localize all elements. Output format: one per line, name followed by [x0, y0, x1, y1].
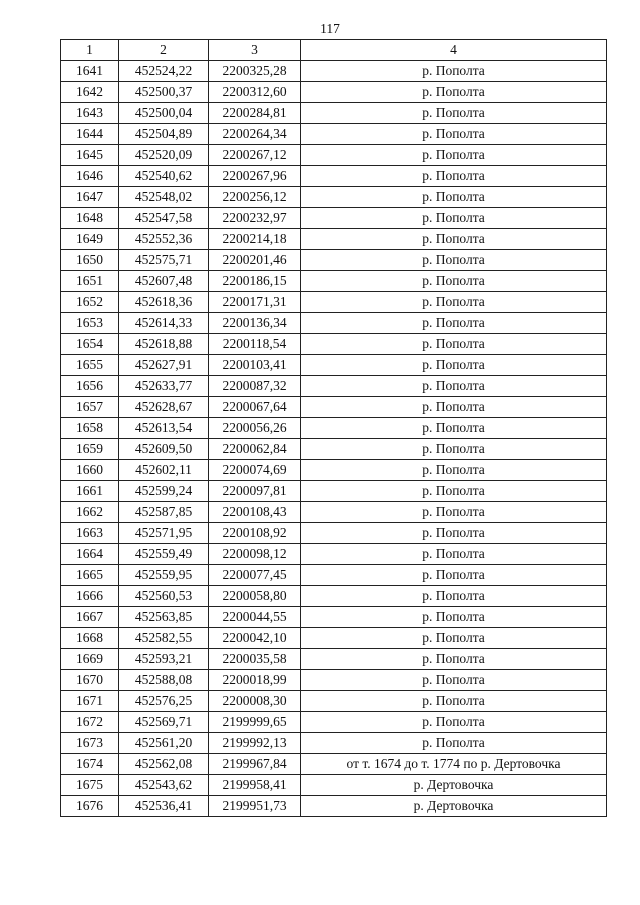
table-body	[61, 61, 607, 817]
y-coordinate-cell: 2200097,81	[209, 481, 301, 502]
point-number-cell: 1646	[61, 166, 119, 187]
point-number-cell: 1666	[61, 586, 119, 607]
x-coordinate-cell: 452587,85	[119, 502, 209, 523]
table-row	[61, 334, 607, 355]
table-row	[61, 670, 607, 691]
y-coordinate-cell: 2200042,10	[209, 628, 301, 649]
table-row	[61, 775, 607, 796]
point-number-cell: 1656	[61, 376, 119, 397]
y-coordinate-cell: 2200267,96	[209, 166, 301, 187]
table-row	[61, 82, 607, 103]
header-cell-3: 3	[209, 40, 301, 61]
description-cell: р. Пополта	[301, 166, 607, 187]
table-row	[61, 208, 607, 229]
description-cell: р. Пополта	[301, 418, 607, 439]
y-coordinate-cell: 2200201,46	[209, 250, 301, 271]
table-row	[61, 544, 607, 565]
description-cell: р. Пополта	[301, 271, 607, 292]
table-row	[61, 628, 607, 649]
x-coordinate-cell: 452599,24	[119, 481, 209, 502]
description-cell: р. Пополта	[301, 565, 607, 586]
point-number-cell: 1673	[61, 733, 119, 754]
x-coordinate-cell: 452614,33	[119, 313, 209, 334]
description-cell: р. Пополта	[301, 229, 607, 250]
description-cell: р. Пополта	[301, 397, 607, 418]
y-coordinate-cell: 2200284,81	[209, 103, 301, 124]
point-number-cell: 1662	[61, 502, 119, 523]
description-cell: р. Пополта	[301, 82, 607, 103]
description-cell: р. Пополта	[301, 145, 607, 166]
table-row	[61, 313, 607, 334]
description-cell: р. Пополта	[301, 376, 607, 397]
table-row	[61, 166, 607, 187]
x-coordinate-cell: 452524,22	[119, 61, 209, 82]
x-coordinate-cell: 452633,77	[119, 376, 209, 397]
table-row	[61, 460, 607, 481]
x-coordinate-cell: 452609,50	[119, 439, 209, 460]
description-cell: р. Дертовочка	[301, 796, 607, 817]
x-coordinate-cell: 452500,04	[119, 103, 209, 124]
description-cell: р. Пополта	[301, 544, 607, 565]
point-number-cell: 1650	[61, 250, 119, 271]
x-coordinate-cell: 452613,54	[119, 418, 209, 439]
point-number-cell: 1641	[61, 61, 119, 82]
x-coordinate-cell: 452582,55	[119, 628, 209, 649]
description-cell: р. Пополта	[301, 712, 607, 733]
point-number-cell: 1674	[61, 754, 119, 775]
y-coordinate-cell: 2200044,55	[209, 607, 301, 628]
y-coordinate-cell: 2200087,32	[209, 376, 301, 397]
table-row	[61, 355, 607, 376]
table-row	[61, 523, 607, 544]
x-coordinate-cell: 452562,08	[119, 754, 209, 775]
table-row	[61, 397, 607, 418]
description-cell: от т. 1674 до т. 1774 по р. Дертовочка	[301, 754, 607, 775]
description-cell: р. Пополта	[301, 439, 607, 460]
description-cell: р. Пополта	[301, 355, 607, 376]
header-cell-1: 1	[61, 40, 119, 61]
table-row	[61, 754, 607, 775]
description-cell: р. Пополта	[301, 586, 607, 607]
point-number-cell: 1655	[61, 355, 119, 376]
header-row	[61, 40, 607, 61]
table-row	[61, 502, 607, 523]
table-row	[61, 124, 607, 145]
point-number-cell: 1670	[61, 670, 119, 691]
y-coordinate-cell: 2200171,31	[209, 292, 301, 313]
y-coordinate-cell: 2200312,60	[209, 82, 301, 103]
y-coordinate-cell: 2200077,45	[209, 565, 301, 586]
point-number-cell: 1651	[61, 271, 119, 292]
point-number-cell: 1660	[61, 460, 119, 481]
x-coordinate-cell: 452563,85	[119, 607, 209, 628]
page-number: 117	[320, 21, 340, 36]
x-coordinate-cell: 452552,36	[119, 229, 209, 250]
y-coordinate-cell: 2200035,58	[209, 649, 301, 670]
y-coordinate-cell: 2200108,92	[209, 523, 301, 544]
description-cell: р. Пополта	[301, 523, 607, 544]
point-number-cell: 1668	[61, 628, 119, 649]
table-row	[61, 61, 607, 82]
y-coordinate-cell: 2200325,28	[209, 61, 301, 82]
point-number-cell: 1654	[61, 334, 119, 355]
y-coordinate-cell: 2200103,41	[209, 355, 301, 376]
x-coordinate-cell: 452576,25	[119, 691, 209, 712]
point-number-cell: 1657	[61, 397, 119, 418]
x-coordinate-cell: 452571,95	[119, 523, 209, 544]
description-cell: р. Пополта	[301, 61, 607, 82]
header-cell-4: 4	[301, 40, 607, 61]
x-coordinate-cell: 452543,62	[119, 775, 209, 796]
point-number-cell: 1667	[61, 607, 119, 628]
y-coordinate-cell: 2200098,12	[209, 544, 301, 565]
y-coordinate-cell: 2200008,30	[209, 691, 301, 712]
table-row	[61, 292, 607, 313]
table-row	[61, 376, 607, 397]
table-row	[61, 481, 607, 502]
point-number-cell: 1661	[61, 481, 119, 502]
x-coordinate-cell: 452520,09	[119, 145, 209, 166]
x-coordinate-cell: 452593,21	[119, 649, 209, 670]
x-coordinate-cell: 452602,11	[119, 460, 209, 481]
y-coordinate-cell: 2200018,99	[209, 670, 301, 691]
description-cell: р. Пополта	[301, 607, 607, 628]
point-number-cell: 1643	[61, 103, 119, 124]
table-row	[61, 103, 607, 124]
table-row	[61, 418, 607, 439]
point-number-cell: 1663	[61, 523, 119, 544]
description-cell: р. Дертовочка	[301, 775, 607, 796]
table-row	[61, 607, 607, 628]
x-coordinate-cell: 452627,91	[119, 355, 209, 376]
table-row	[61, 565, 607, 586]
x-coordinate-cell: 452504,89	[119, 124, 209, 145]
x-coordinate-cell: 452588,08	[119, 670, 209, 691]
y-coordinate-cell: 2200108,43	[209, 502, 301, 523]
point-number-cell: 1659	[61, 439, 119, 460]
y-coordinate-cell: 2199951,73	[209, 796, 301, 817]
x-coordinate-cell: 452560,53	[119, 586, 209, 607]
description-cell: р. Пополта	[301, 292, 607, 313]
y-coordinate-cell: 2200186,15	[209, 271, 301, 292]
description-cell: р. Пополта	[301, 313, 607, 334]
point-number-cell: 1671	[61, 691, 119, 712]
x-coordinate-cell: 452569,71	[119, 712, 209, 733]
description-cell: р. Пополта	[301, 670, 607, 691]
point-number-cell: 1647	[61, 187, 119, 208]
point-number-cell: 1664	[61, 544, 119, 565]
y-coordinate-cell: 2200058,80	[209, 586, 301, 607]
description-cell: р. Пополта	[301, 334, 607, 355]
y-coordinate-cell: 2199967,84	[209, 754, 301, 775]
description-cell: р. Пополта	[301, 628, 607, 649]
y-coordinate-cell: 2200256,12	[209, 187, 301, 208]
description-cell: р. Пополта	[301, 250, 607, 271]
y-coordinate-cell: 2200056,26	[209, 418, 301, 439]
table-row	[61, 712, 607, 733]
x-coordinate-cell: 452559,95	[119, 565, 209, 586]
point-number-cell: 1665	[61, 565, 119, 586]
point-number-cell: 1645	[61, 145, 119, 166]
description-cell: р. Пополта	[301, 733, 607, 754]
table-row	[61, 586, 607, 607]
y-coordinate-cell: 2200264,34	[209, 124, 301, 145]
y-coordinate-cell: 2199958,41	[209, 775, 301, 796]
point-number-cell: 1653	[61, 313, 119, 334]
y-coordinate-cell: 2200118,54	[209, 334, 301, 355]
x-coordinate-cell: 452540,62	[119, 166, 209, 187]
y-coordinate-cell: 2200267,12	[209, 145, 301, 166]
y-coordinate-cell: 2200232,97	[209, 208, 301, 229]
x-coordinate-cell: 452618,88	[119, 334, 209, 355]
description-cell: р. Пополта	[301, 460, 607, 481]
table-row	[61, 250, 607, 271]
description-cell: р. Пополта	[301, 502, 607, 523]
description-cell: р. Пополта	[301, 124, 607, 145]
point-number-cell: 1652	[61, 292, 119, 313]
header-cell-2: 2	[119, 40, 209, 61]
point-number-cell: 1649	[61, 229, 119, 250]
y-coordinate-cell: 2200214,18	[209, 229, 301, 250]
description-cell: р. Пополта	[301, 208, 607, 229]
point-number-cell: 1669	[61, 649, 119, 670]
point-number-cell: 1648	[61, 208, 119, 229]
table-row	[61, 649, 607, 670]
coordinates-table	[60, 39, 607, 817]
point-number-cell: 1642	[61, 82, 119, 103]
x-coordinate-cell: 452548,02	[119, 187, 209, 208]
point-number-cell: 1672	[61, 712, 119, 733]
x-coordinate-cell: 452628,67	[119, 397, 209, 418]
table-row	[61, 271, 607, 292]
table-row	[61, 691, 607, 712]
description-cell: р. Пополта	[301, 691, 607, 712]
x-coordinate-cell: 452575,71	[119, 250, 209, 271]
x-coordinate-cell: 452559,49	[119, 544, 209, 565]
description-cell: р. Пополта	[301, 103, 607, 124]
y-coordinate-cell: 2200074,69	[209, 460, 301, 481]
x-coordinate-cell: 452561,20	[119, 733, 209, 754]
y-coordinate-cell: 2199992,13	[209, 733, 301, 754]
point-number-cell: 1644	[61, 124, 119, 145]
table-row	[61, 439, 607, 460]
table-row	[61, 187, 607, 208]
table-row	[61, 733, 607, 754]
y-coordinate-cell: 2200136,34	[209, 313, 301, 334]
x-coordinate-cell: 452536,41	[119, 796, 209, 817]
table-row	[61, 796, 607, 817]
x-coordinate-cell: 452607,48	[119, 271, 209, 292]
point-number-cell: 1676	[61, 796, 119, 817]
description-cell: р. Пополта	[301, 187, 607, 208]
y-coordinate-cell: 2200062,84	[209, 439, 301, 460]
description-cell: р. Пополта	[301, 481, 607, 502]
x-coordinate-cell: 452547,58	[119, 208, 209, 229]
point-number-cell: 1658	[61, 418, 119, 439]
y-coordinate-cell: 2200067,64	[209, 397, 301, 418]
point-number-cell: 1675	[61, 775, 119, 796]
y-coordinate-cell: 2199999,65	[209, 712, 301, 733]
table-row	[61, 145, 607, 166]
description-cell: р. Пополта	[301, 649, 607, 670]
x-coordinate-cell: 452500,37	[119, 82, 209, 103]
table-row	[61, 229, 607, 250]
x-coordinate-cell: 452618,36	[119, 292, 209, 313]
